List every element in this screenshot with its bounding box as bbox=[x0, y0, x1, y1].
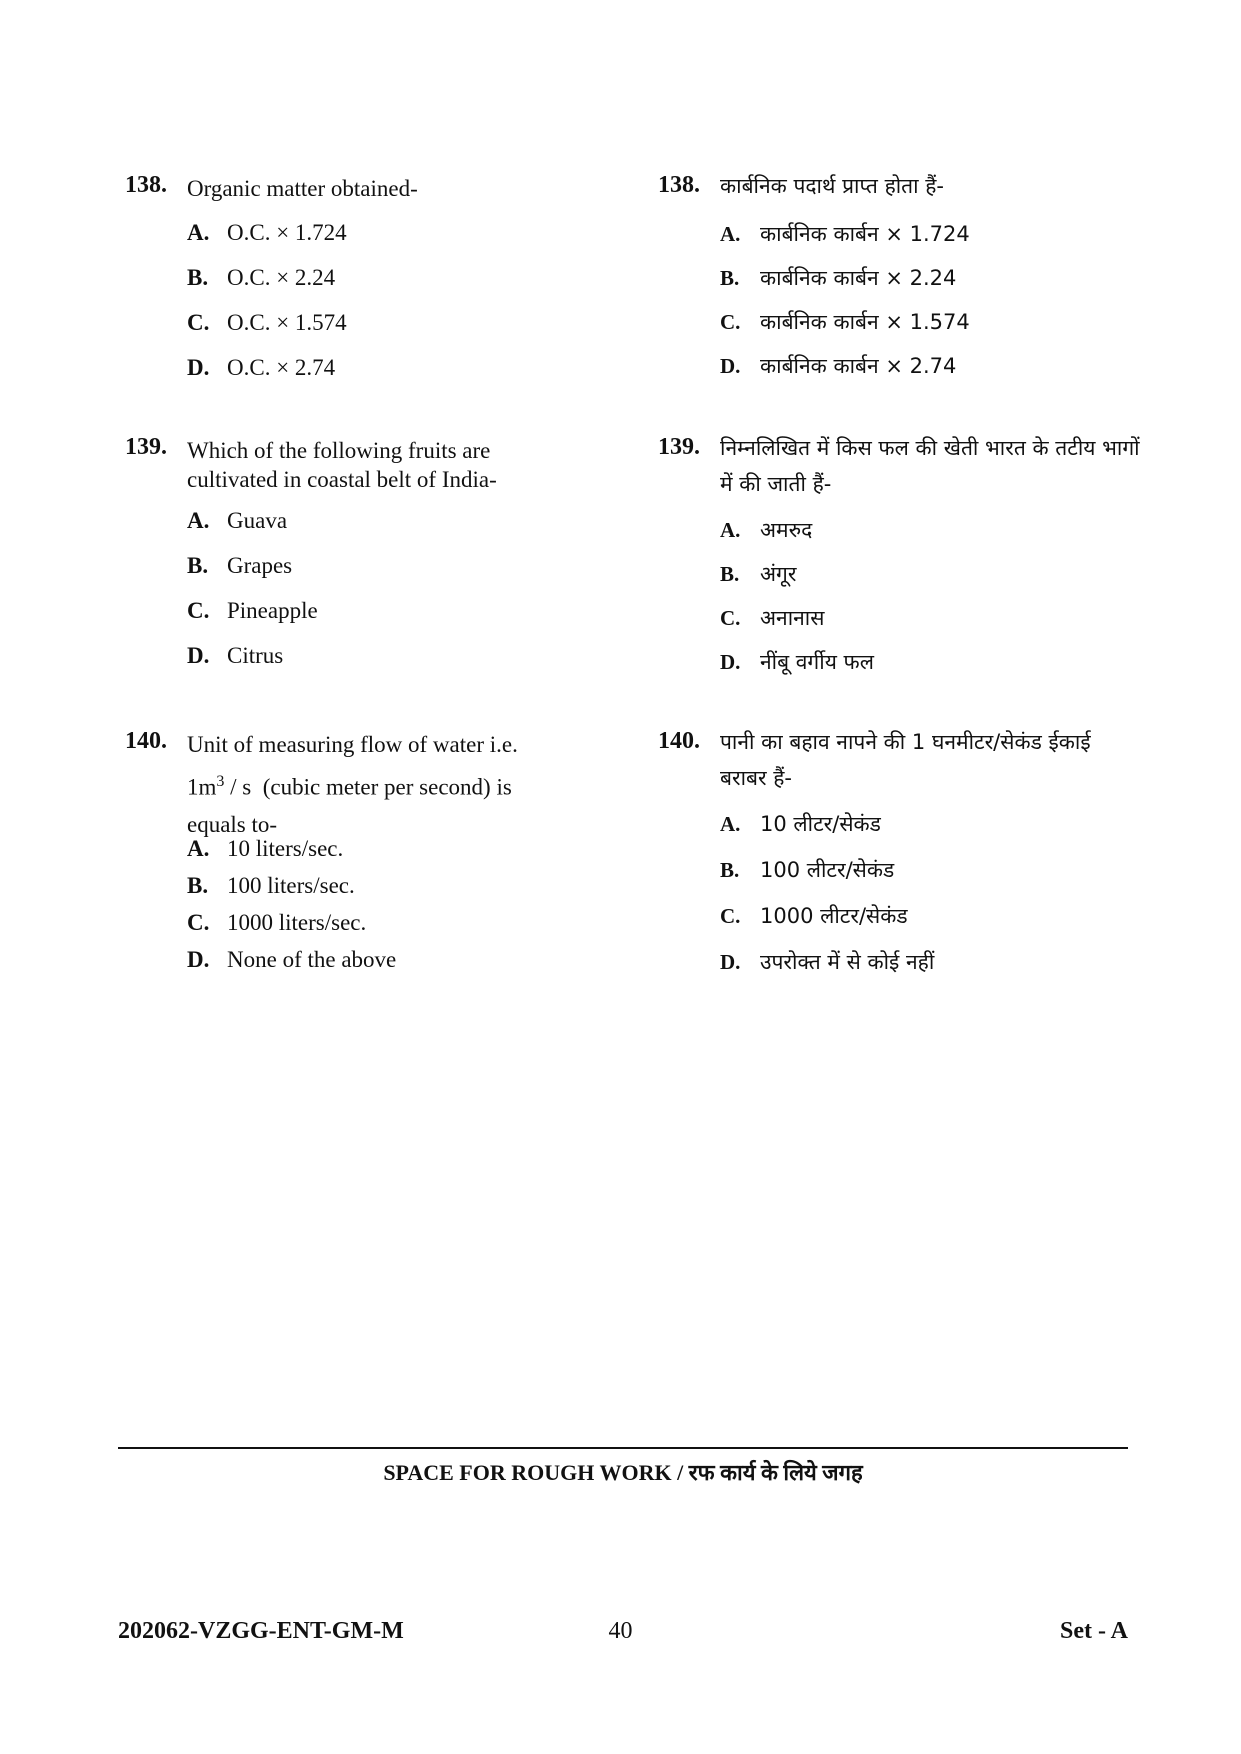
option-d bbox=[187, 643, 283, 669]
question-text: निम्नलिखित में किस फल की खेती भारत के तटीय भागों में की जाती हैं- bbox=[720, 436, 1140, 496]
option-c bbox=[187, 910, 366, 936]
option-text: Grapes bbox=[227, 553, 293, 578]
option-label: C. bbox=[720, 310, 741, 334]
option-label: B. bbox=[187, 873, 209, 898]
option-label: C. bbox=[720, 606, 741, 630]
option-c bbox=[720, 902, 908, 930]
option-label: D. bbox=[720, 354, 741, 378]
option-c bbox=[720, 308, 970, 336]
option-b bbox=[720, 560, 796, 588]
question-text bbox=[187, 726, 607, 843]
option-label: A. bbox=[187, 836, 210, 861]
option-label: C. bbox=[187, 310, 210, 335]
question-text: Organic matter obtained- bbox=[187, 176, 418, 201]
option-text: उपरोक्त में से कोई नहीं bbox=[760, 950, 935, 974]
option-text: Citrus bbox=[227, 643, 284, 668]
option-text: 100 लीटर/सेकंड bbox=[760, 858, 895, 882]
option-label: B. bbox=[720, 562, 740, 586]
option-d bbox=[720, 648, 874, 676]
option-label: A. bbox=[187, 508, 210, 533]
unit-rest-text: / s (cubic meter per second) is bbox=[224, 774, 512, 800]
option-label: D. bbox=[720, 650, 741, 674]
option-c bbox=[187, 598, 318, 624]
option-text: 1000 liters/sec. bbox=[227, 910, 367, 935]
option-text: अनानास bbox=[760, 606, 825, 630]
question-text: Which of the following fruits are cultivated in coastal belt of India- bbox=[187, 438, 497, 492]
question-number: 140. bbox=[658, 728, 700, 754]
option-label: A. bbox=[720, 222, 741, 246]
question-number: 139. bbox=[125, 434, 167, 460]
option-label: B. bbox=[187, 553, 209, 578]
option-text: 10 liters/sec. bbox=[227, 836, 344, 861]
option-d bbox=[720, 948, 934, 976]
rough-work-title: SPACE FOR ROUGH WORK / रफ कार्य के लिये जगह bbox=[383, 1460, 863, 1485]
option-text: 1000 लीटर/सेकंड bbox=[760, 904, 908, 928]
paper-code: 202062-VZGG-ENT-GM-M bbox=[118, 1618, 404, 1644]
question-number: 140. bbox=[125, 728, 167, 754]
option-label: C. bbox=[187, 598, 210, 623]
option-label: B. bbox=[720, 858, 740, 882]
option-label: D. bbox=[720, 950, 741, 974]
option-b bbox=[720, 856, 894, 884]
option-text: कार्बनिक कार्बन × 2.74 bbox=[760, 354, 957, 378]
unit-text: 1m bbox=[187, 774, 217, 800]
option-label: B. bbox=[187, 265, 209, 290]
option-label: D. bbox=[187, 947, 210, 972]
option-label: D. bbox=[187, 643, 210, 668]
option-label: A. bbox=[720, 812, 741, 836]
option-text: O.C. × 1.574 bbox=[227, 310, 347, 335]
option-b bbox=[187, 553, 292, 579]
question-text: पानी का बहाव नापने की 1 घनमीटर/सेकंड ईकाई बराबर हैं- bbox=[720, 730, 1091, 790]
option-d bbox=[187, 947, 396, 973]
rough-work-divider bbox=[118, 1447, 1128, 1449]
unit-superscript: 3 bbox=[216, 773, 225, 790]
question-text-line bbox=[187, 763, 607, 806]
option-text: Pineapple bbox=[227, 598, 318, 623]
option-label: A. bbox=[720, 518, 741, 542]
option-text: नींबू वर्गीय फल bbox=[760, 650, 874, 674]
option-a bbox=[187, 220, 347, 246]
question-text-line: Unit of measuring flow of water i.e. bbox=[187, 732, 518, 757]
option-text: कार्बनिक कार्बन × 1.724 bbox=[760, 222, 970, 246]
option-text: O.C. × 2.24 bbox=[227, 265, 336, 290]
option-label: B. bbox=[720, 266, 740, 290]
question-number: 138. bbox=[125, 172, 167, 198]
option-label: C. bbox=[187, 910, 210, 935]
question-number: 138. bbox=[658, 172, 700, 198]
option-d bbox=[720, 352, 956, 380]
option-a bbox=[720, 810, 881, 838]
option-b bbox=[720, 264, 956, 292]
option-b bbox=[187, 265, 335, 291]
option-text: कार्बनिक कार्बन × 1.574 bbox=[760, 310, 970, 334]
option-a bbox=[720, 220, 970, 248]
option-b bbox=[187, 873, 355, 899]
question-text: कार्बनिक पदार्थ प्राप्त होता हैं- bbox=[720, 174, 944, 198]
option-text: अमरुद bbox=[760, 518, 813, 542]
option-text: O.C. × 1.724 bbox=[227, 220, 347, 245]
option-text: None of the above bbox=[227, 947, 397, 972]
option-c bbox=[720, 604, 824, 632]
option-label: C. bbox=[720, 904, 741, 928]
option-text: O.C. × 2.74 bbox=[227, 355, 336, 380]
option-text: कार्बनिक कार्बन × 2.24 bbox=[760, 266, 957, 290]
option-text: 10 लीटर/सेकंड bbox=[760, 812, 881, 836]
option-c bbox=[187, 310, 347, 336]
option-label: D. bbox=[187, 355, 210, 380]
option-d bbox=[187, 355, 335, 381]
question-number: 139. bbox=[658, 434, 700, 460]
option-text: 100 liters/sec. bbox=[227, 873, 355, 898]
option-text: Guava bbox=[227, 508, 288, 533]
page-number: 40 bbox=[608, 1618, 633, 1644]
option-text: अंगूर bbox=[760, 562, 797, 586]
question-text-line: equals to- bbox=[187, 811, 278, 837]
option-a bbox=[187, 836, 343, 862]
option-label: A. bbox=[187, 220, 210, 245]
set-label: Set - A bbox=[1060, 1618, 1128, 1644]
option-a bbox=[187, 508, 287, 534]
option-a bbox=[720, 516, 812, 544]
